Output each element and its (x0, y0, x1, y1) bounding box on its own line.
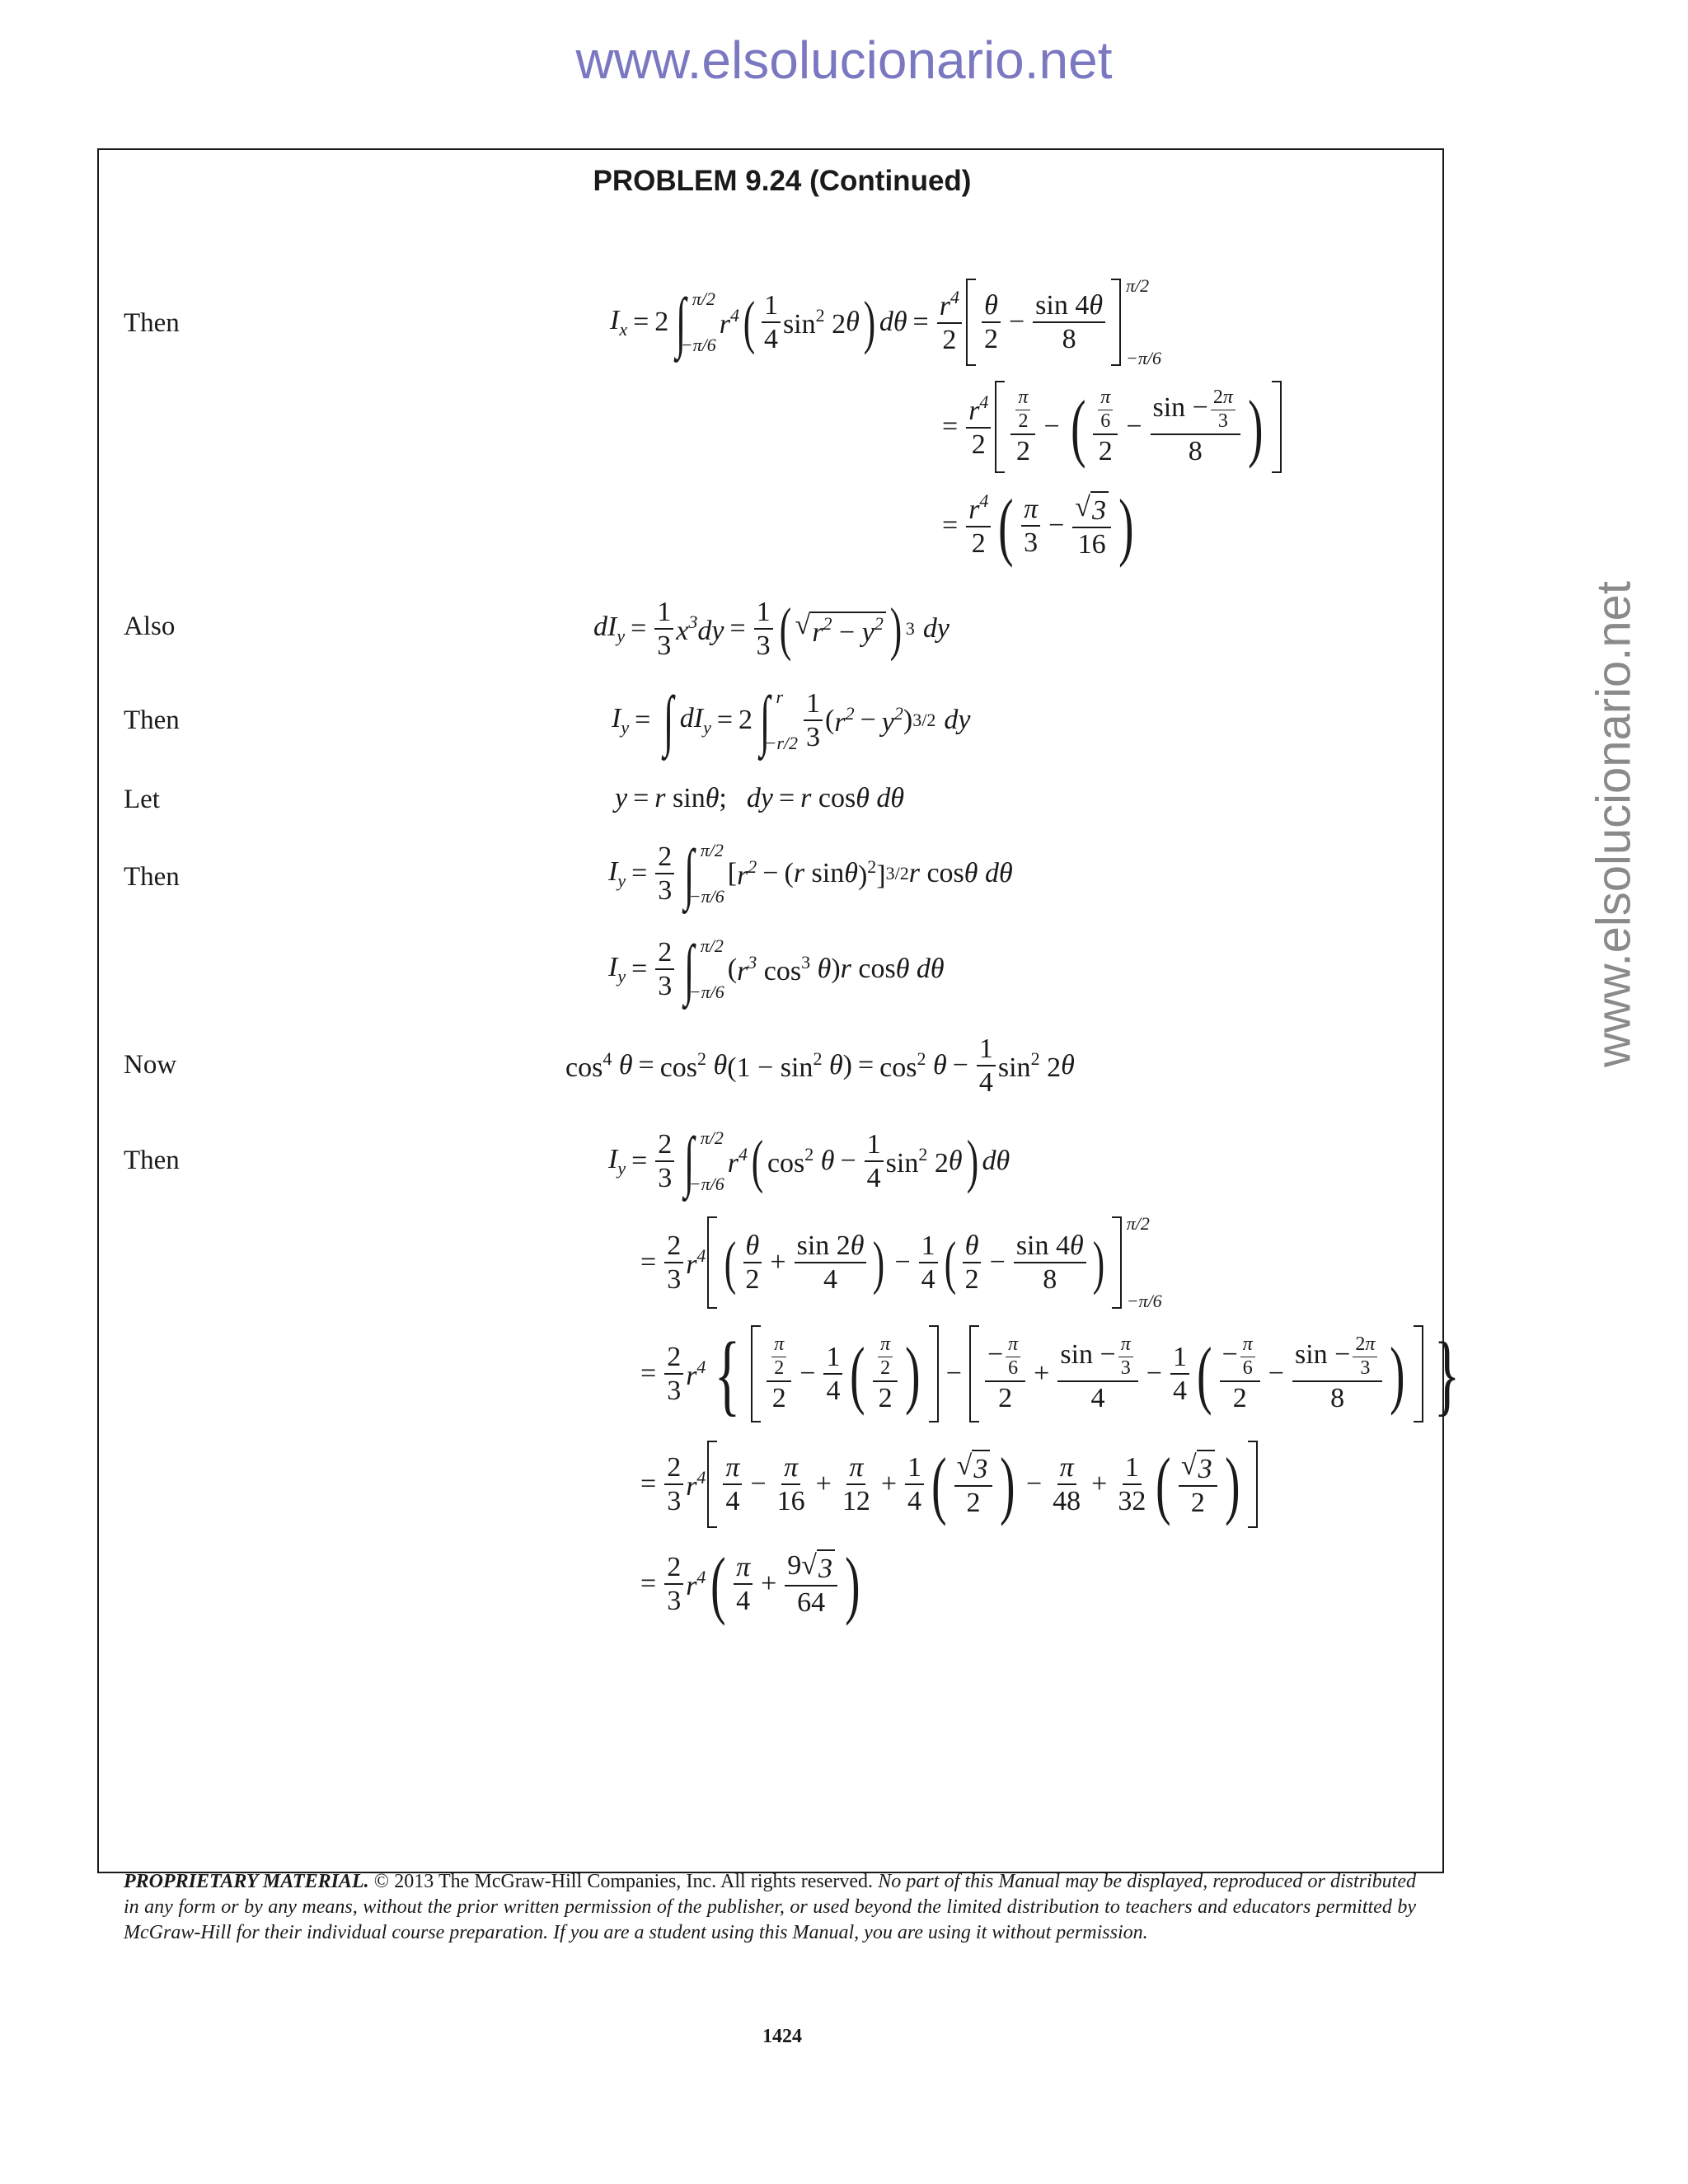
label-also: Also (124, 612, 176, 641)
label-let: Let (124, 785, 160, 814)
label-now: Now (124, 1050, 177, 1080)
watermark-top: www.elsolucionario.net (575, 30, 1113, 90)
problem-title: PROBLEM 9.24 (Continued) (593, 165, 972, 197)
equation-iy-result: = $\frac{2}{3}$ $r^4$ ( $\frac{\pi}{4}$ + 9 √ 3 64 ) (640, 1542, 860, 1626)
equation-iy-simplified: $I_y$ = $\frac{2}{3}$ ∫ π/2 −π/6 ( $r^3$ $\cos^3$ θ ) r cos θ dθ (608, 931, 945, 1006)
label-then-4: Then (124, 1146, 180, 1175)
equation-iy-step-1: = $\frac{2}{3}$ $r^4$ ( $\frac{\theta}{2}$ + $\frac{\sin 2\theta}{4}$ ) − $\frac{1}{4}$ ( $\frac{\theta}{2}$ − $\frac{\sin 4\theta}{8}$ ) π/2 −π/6 (640, 1213, 1162, 1311)
equation-iy-substituted: $I_y$ = $\frac{2}{3}$ ∫ π/2 −π/6 [ $r^2$ − ( r sin θ )$^2$] 3/2 r cos θ dθ (608, 836, 1013, 911)
equation-diy: $dI_y$ = $\frac{1}{3}$ $x^3dy$ = $\frac{1}{3}$ ( √ $r^2 - y^2$ ) 3 dy (593, 596, 950, 662)
equation-iy-step-3: = $\frac{2}{3}$ $r^4$ $\frac{\pi}{4}$ − $\frac{\pi}{16}$ + $\frac{\pi}{12}$ + $\frac{1}{4}$ ( √ 3 2 ) − $\frac{\pi}{48}$ + $\frac{1}{32}$ ( √ 3 2 ) (635, 1439, 1259, 1530)
footer-notice-text: No part of this Manual may be displayed, reproduced or distributed in any form or by any means, without the prior written permission of the publisher, or used beyond the limited distribution to teachers and educators permitted by McGraw-Hill for their individual course preparation. If you are a student using this Manual, you are using it without permission. (124, 1871, 1416, 1943)
equation-iy-identity: $I_y$ = $\frac{2}{3}$ ∫ π/2 −π/6 $r^4$ ( $\cos^2$ θ − $\frac{1}{4}$ $\sin^2 2$ θ ) dθ (608, 1123, 1010, 1198)
footer-notice (124, 1869, 1416, 1946)
footer-copyright: © 2013 The McGraw-Hill Companies, Inc. All rights reserved. (368, 1871, 879, 1892)
equation-iy-integral: $I_y$ = ∫ $dI_y$ = 2 ∫ r −r/2 $\frac{1}{3}$ ( $r^2$ − $y^2$ ) 3/2 dy (612, 682, 971, 757)
page-number: 1424 (762, 2026, 802, 2047)
label-then-1: Then (124, 308, 180, 338)
label-then-2: Then (124, 705, 180, 735)
equation-substitution: y = r sin θ ; dy = r cos θ dθ (615, 783, 905, 813)
label-then-3: Then (124, 862, 180, 892)
watermark-side-text: www.elsolucionario.net (1587, 581, 1641, 1067)
equation-cos4-identity: $\cos^4$ θ = $\cos^2$ θ ($1 - \sin^2$ θ ) = $\cos^2$ θ − $\frac{1}{4}$ $\sin^2 2$ θ (565, 1033, 1075, 1098)
equation-iy-step-2: = $\frac{2}{3}$ $r^4$ { $\frac{\frac{\pi}{2}}{2}$ − $\frac{1}{4}$ ( $\frac{\frac{\pi}{2}}{2}$ ) − − $\frac{\pi}{6}$ 2 + sin − $\frac{\pi}{3}$ 4 − $\frac{1}{4}$ ( − $\frac{\pi}{6}$ 2 − sin − $\frac{2\pi}{3}$ 8 ) } (640, 1324, 1461, 1424)
footer-lead: PROPRIETARY MATERIAL. (124, 1871, 369, 1892)
equation-ix-result: = $\frac{r^4}{2}$ ( $\frac{\pi}{3}$ − √ 3 16 ) (942, 484, 1134, 568)
equation-ix-integral: $I_x$ = 2 ∫ π/2 −π/6 $r^4$ ( $\frac{1}{4}$ $\sin^2 2$ θ ) dθ = $\frac{r^4}{2}$ $\frac{\theta}{2}$ − $\frac{\sin 4\theta}{8}$ π/2 −π/6 (610, 275, 1162, 368)
equation-ix-step-2: = $\frac{r^4}{2}$ $\frac{\frac{\pi}{2}}{2}$ − ( $\frac{\frac{\pi}{6}}{2}$ − sin − $\frac{2\pi}{3}$ 8 ) (936, 379, 1283, 475)
